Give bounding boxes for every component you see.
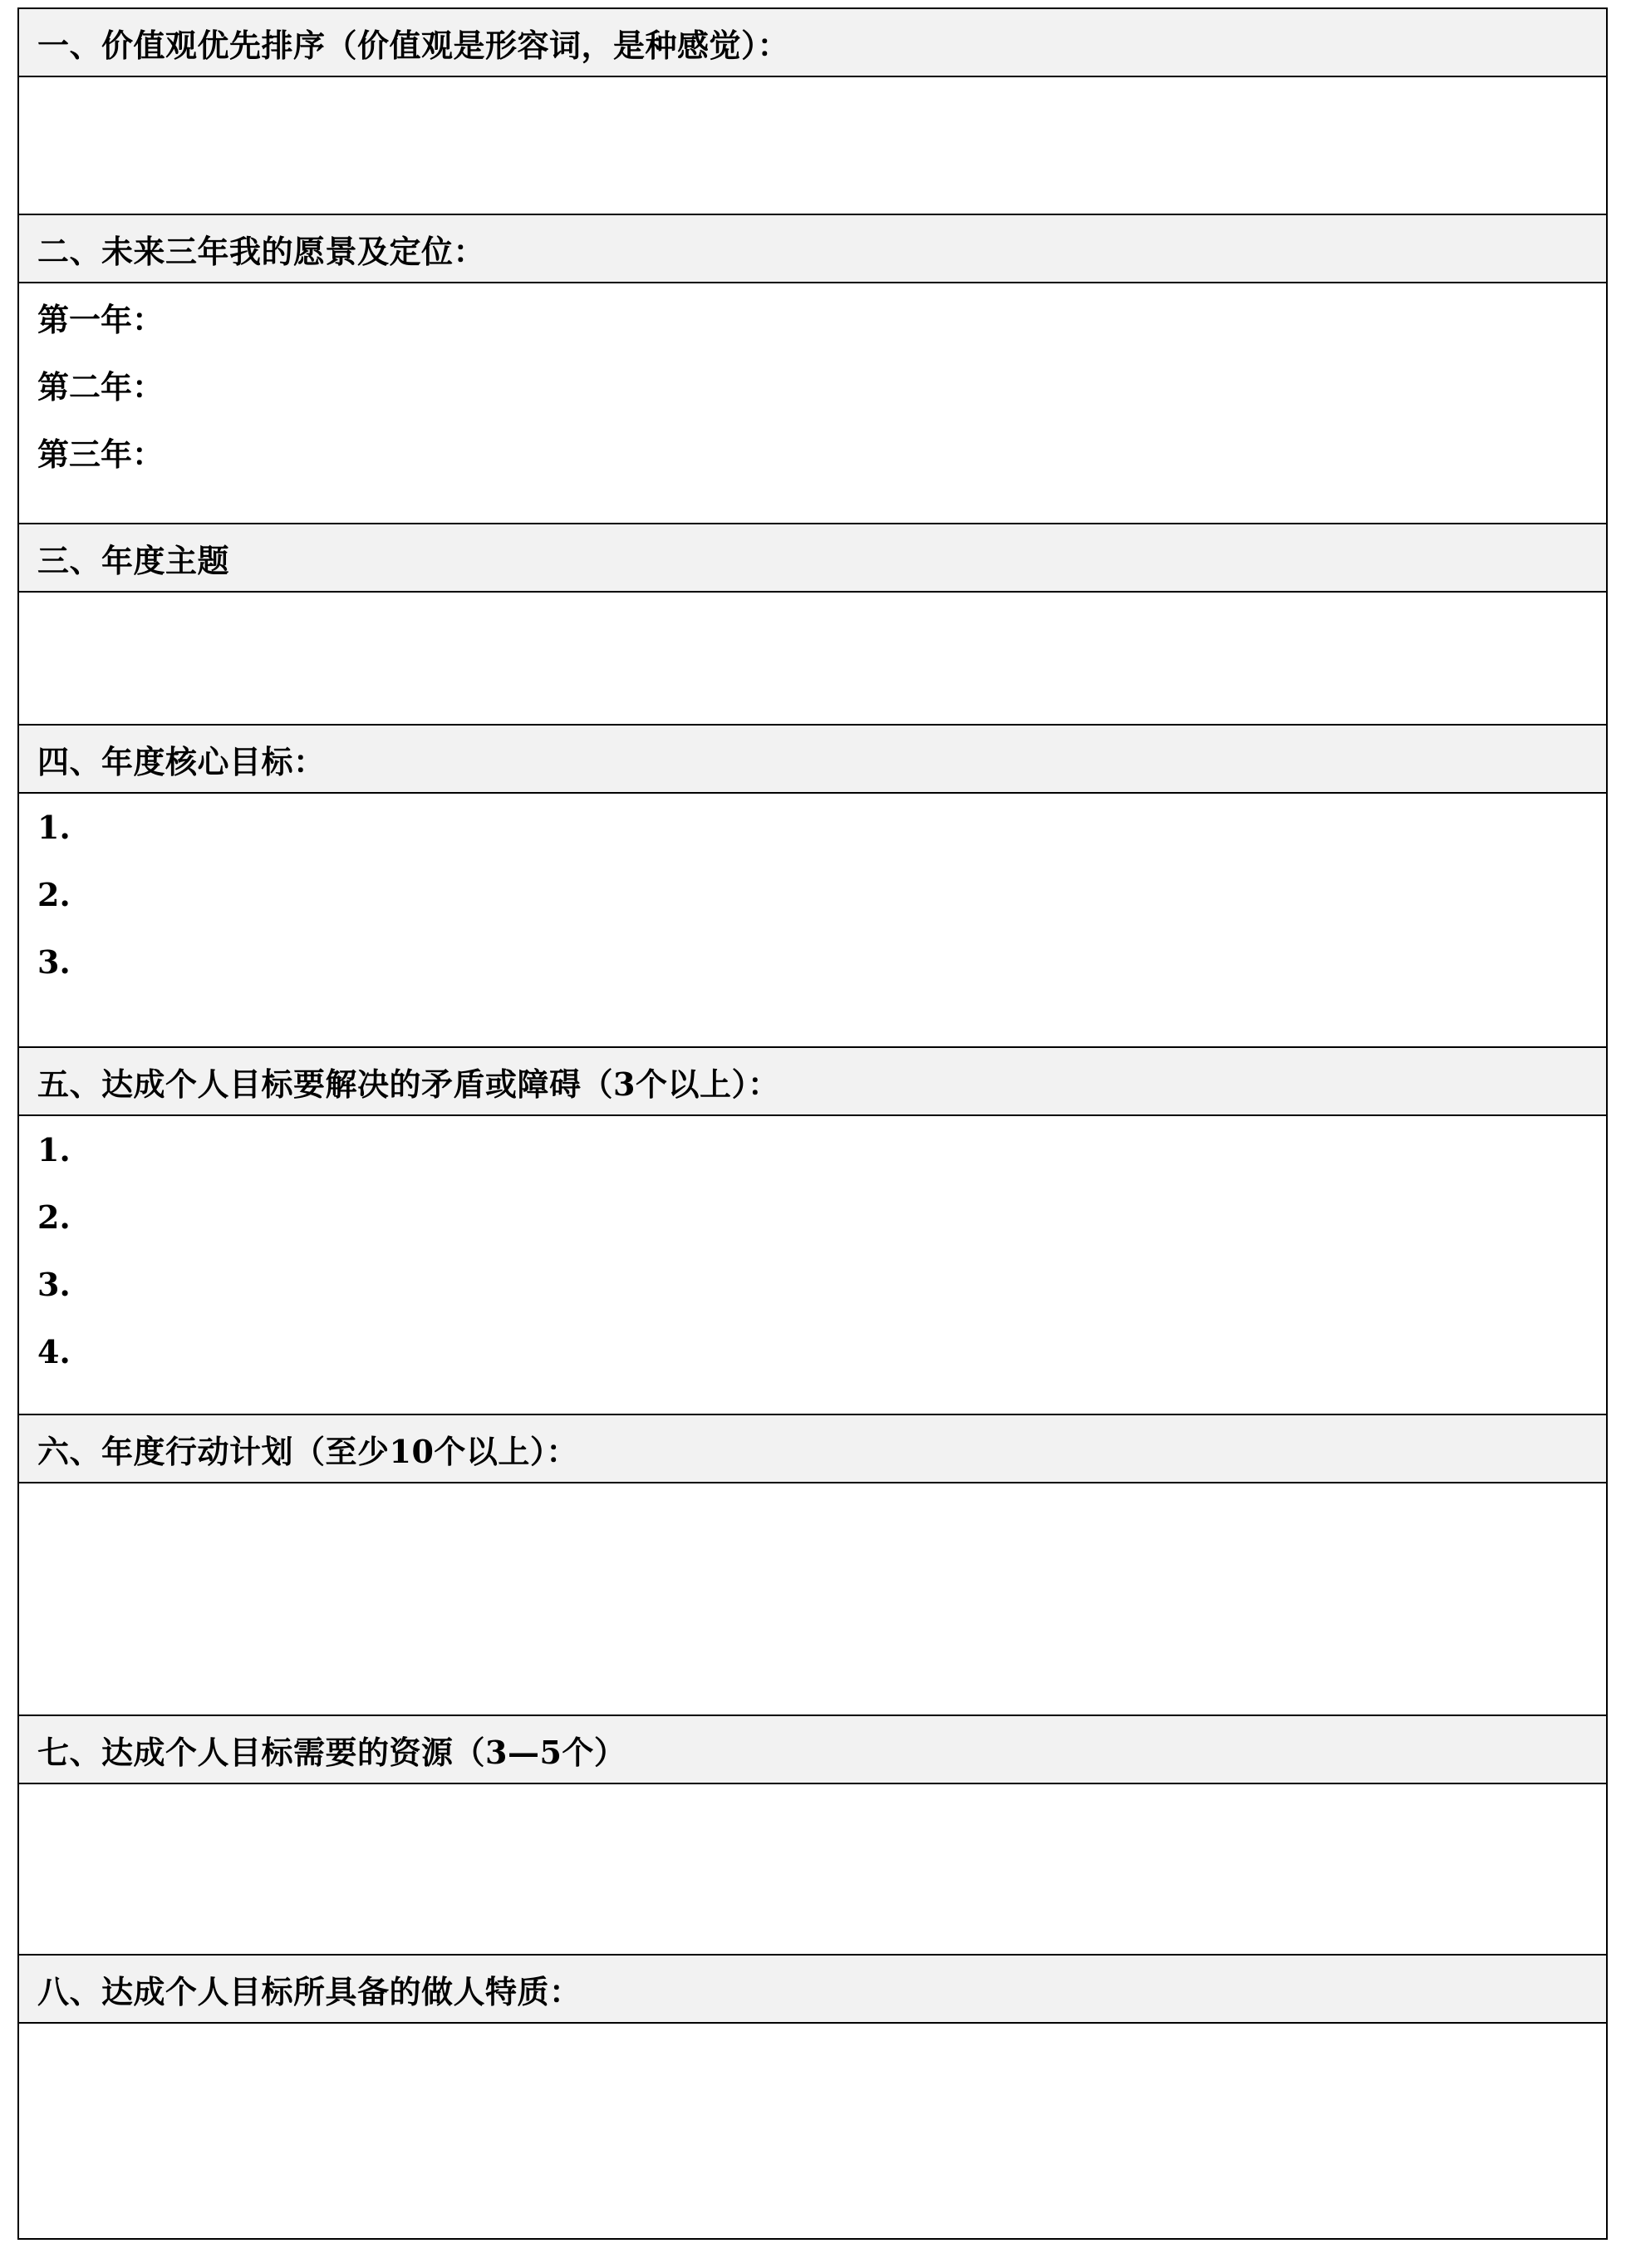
- year-two-label: 第二年：: [37, 368, 165, 406]
- year-three-label: 第三年：: [37, 435, 165, 473]
- section-heading: 七、达成个人目标需要的资源（3—5个）: [19, 1716, 1606, 1784]
- section-obstacles: [19, 1048, 1606, 1415]
- section-heading: 一、价值观优先排序（价值观是形容词，是种感觉）：: [19, 9, 1606, 77]
- section-heading: 八、达成个人目标所具备的做人特质：: [19, 1956, 1606, 2024]
- section-action-plan: [19, 1415, 1606, 1716]
- obstacles-answer-area[interactable]: [19, 1116, 1606, 1415]
- section-heading: 二、未来三年我的愿景及定位：: [19, 215, 1606, 283]
- plan-form-table: [17, 7, 1608, 2240]
- section-annual-theme: [19, 524, 1606, 726]
- list-item-number: 3.: [37, 1266, 71, 1303]
- list-item-number: 4.: [37, 1333, 71, 1370]
- list-item-number: 3.: [37, 943, 71, 981]
- list-item-number: 2.: [37, 876, 71, 913]
- vision-answer-area[interactable]: [19, 283, 1606, 524]
- list-item-number: 1.: [37, 809, 71, 846]
- action-plan-answer-area[interactable]: [19, 1483, 1606, 1716]
- section-heading: 五、达成个人目标要解决的矛盾或障碍（3个以上）：: [19, 1048, 1606, 1116]
- section-values: [19, 9, 1606, 215]
- section-vision: [19, 215, 1606, 524]
- list-item-number: 1.: [37, 1131, 71, 1168]
- section-heading: 六、年度行动计划（至少10个以上）：: [19, 1415, 1606, 1483]
- resources-answer-area[interactable]: [19, 1784, 1606, 1956]
- list-item-number: 2.: [37, 1198, 71, 1236]
- theme-answer-area[interactable]: [19, 593, 1606, 726]
- year-one-label: 第一年：: [37, 301, 165, 338]
- section-personal-traits: [19, 1956, 1606, 2221]
- values-answer-area[interactable]: [19, 77, 1606, 215]
- section-heading: 四、年度核心目标：: [19, 726, 1606, 794]
- traits-answer-area[interactable]: [19, 2024, 1606, 2221]
- section-heading: 三、年度主题: [19, 524, 1606, 593]
- section-resources: [19, 1716, 1606, 1956]
- goals-answer-area[interactable]: [19, 794, 1606, 1048]
- section-core-goals: [19, 726, 1606, 1048]
